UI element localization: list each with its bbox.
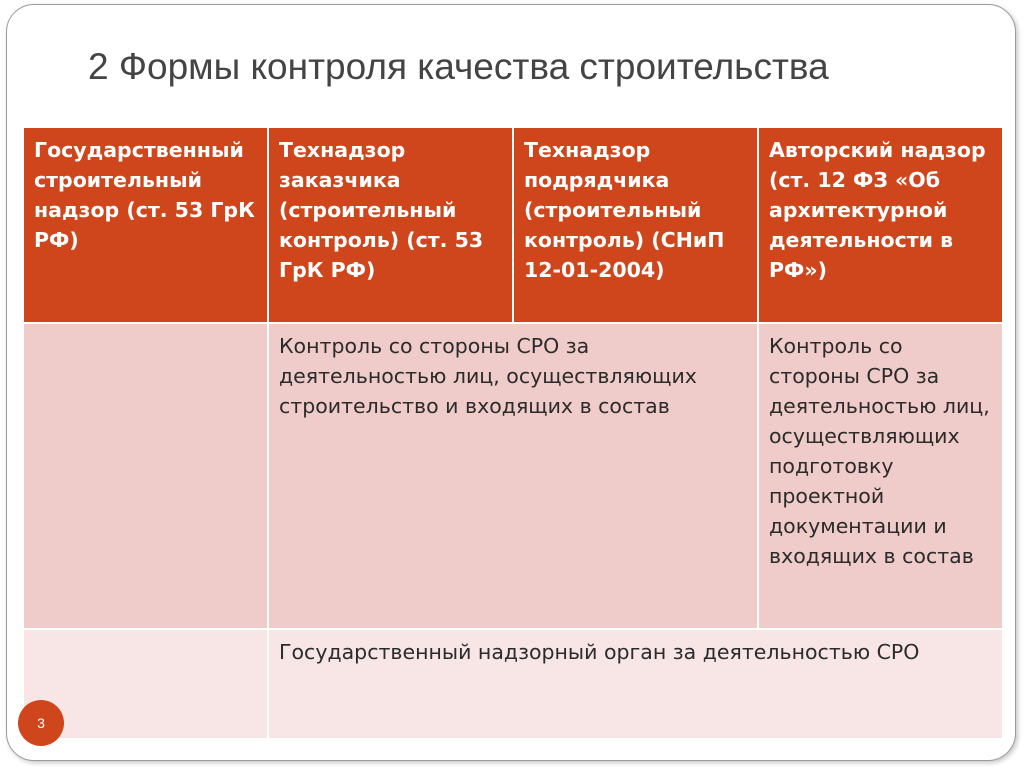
header-contractor-supervision: Технадзор подрядчика (строительный контроль) (СНиП 12-01-2004)	[513, 127, 758, 323]
page-number-badge: 3	[18, 700, 64, 746]
quality-control-table	[22, 126, 1004, 740]
cell-sro-design: Контроль со стороны СРО за деятельностью лиц, осуществляющих подготовку проектной документации и входящих в состав	[758, 323, 1003, 629]
table-row-state	[23, 629, 1003, 739]
cell-sro-construction: Контроль со стороны СРО за деятельностью лиц, осуществляющих строительство и входящих в состав	[268, 323, 758, 629]
header-author-supervision: Авторский надзор (ст. 12 ФЗ «Об архитектурной деятельности в РФ»)	[758, 127, 1003, 323]
slide-title: 2 Формы контроля качества строительства	[88, 46, 829, 87]
table-header-row	[23, 127, 1003, 323]
cell-state-body: Государственный надзорный орган за деятельностью СРО	[268, 629, 1003, 739]
header-customer-supervision: Технадзор заказчика (строительный контроль) (ст. 53 ГрК РФ)	[268, 127, 513, 323]
table-row-sro	[23, 323, 1003, 629]
header-state-supervision: Государственный строительный надзор (ст. 53 ГрК РФ)	[23, 127, 268, 323]
cell-sro-empty	[23, 323, 268, 629]
